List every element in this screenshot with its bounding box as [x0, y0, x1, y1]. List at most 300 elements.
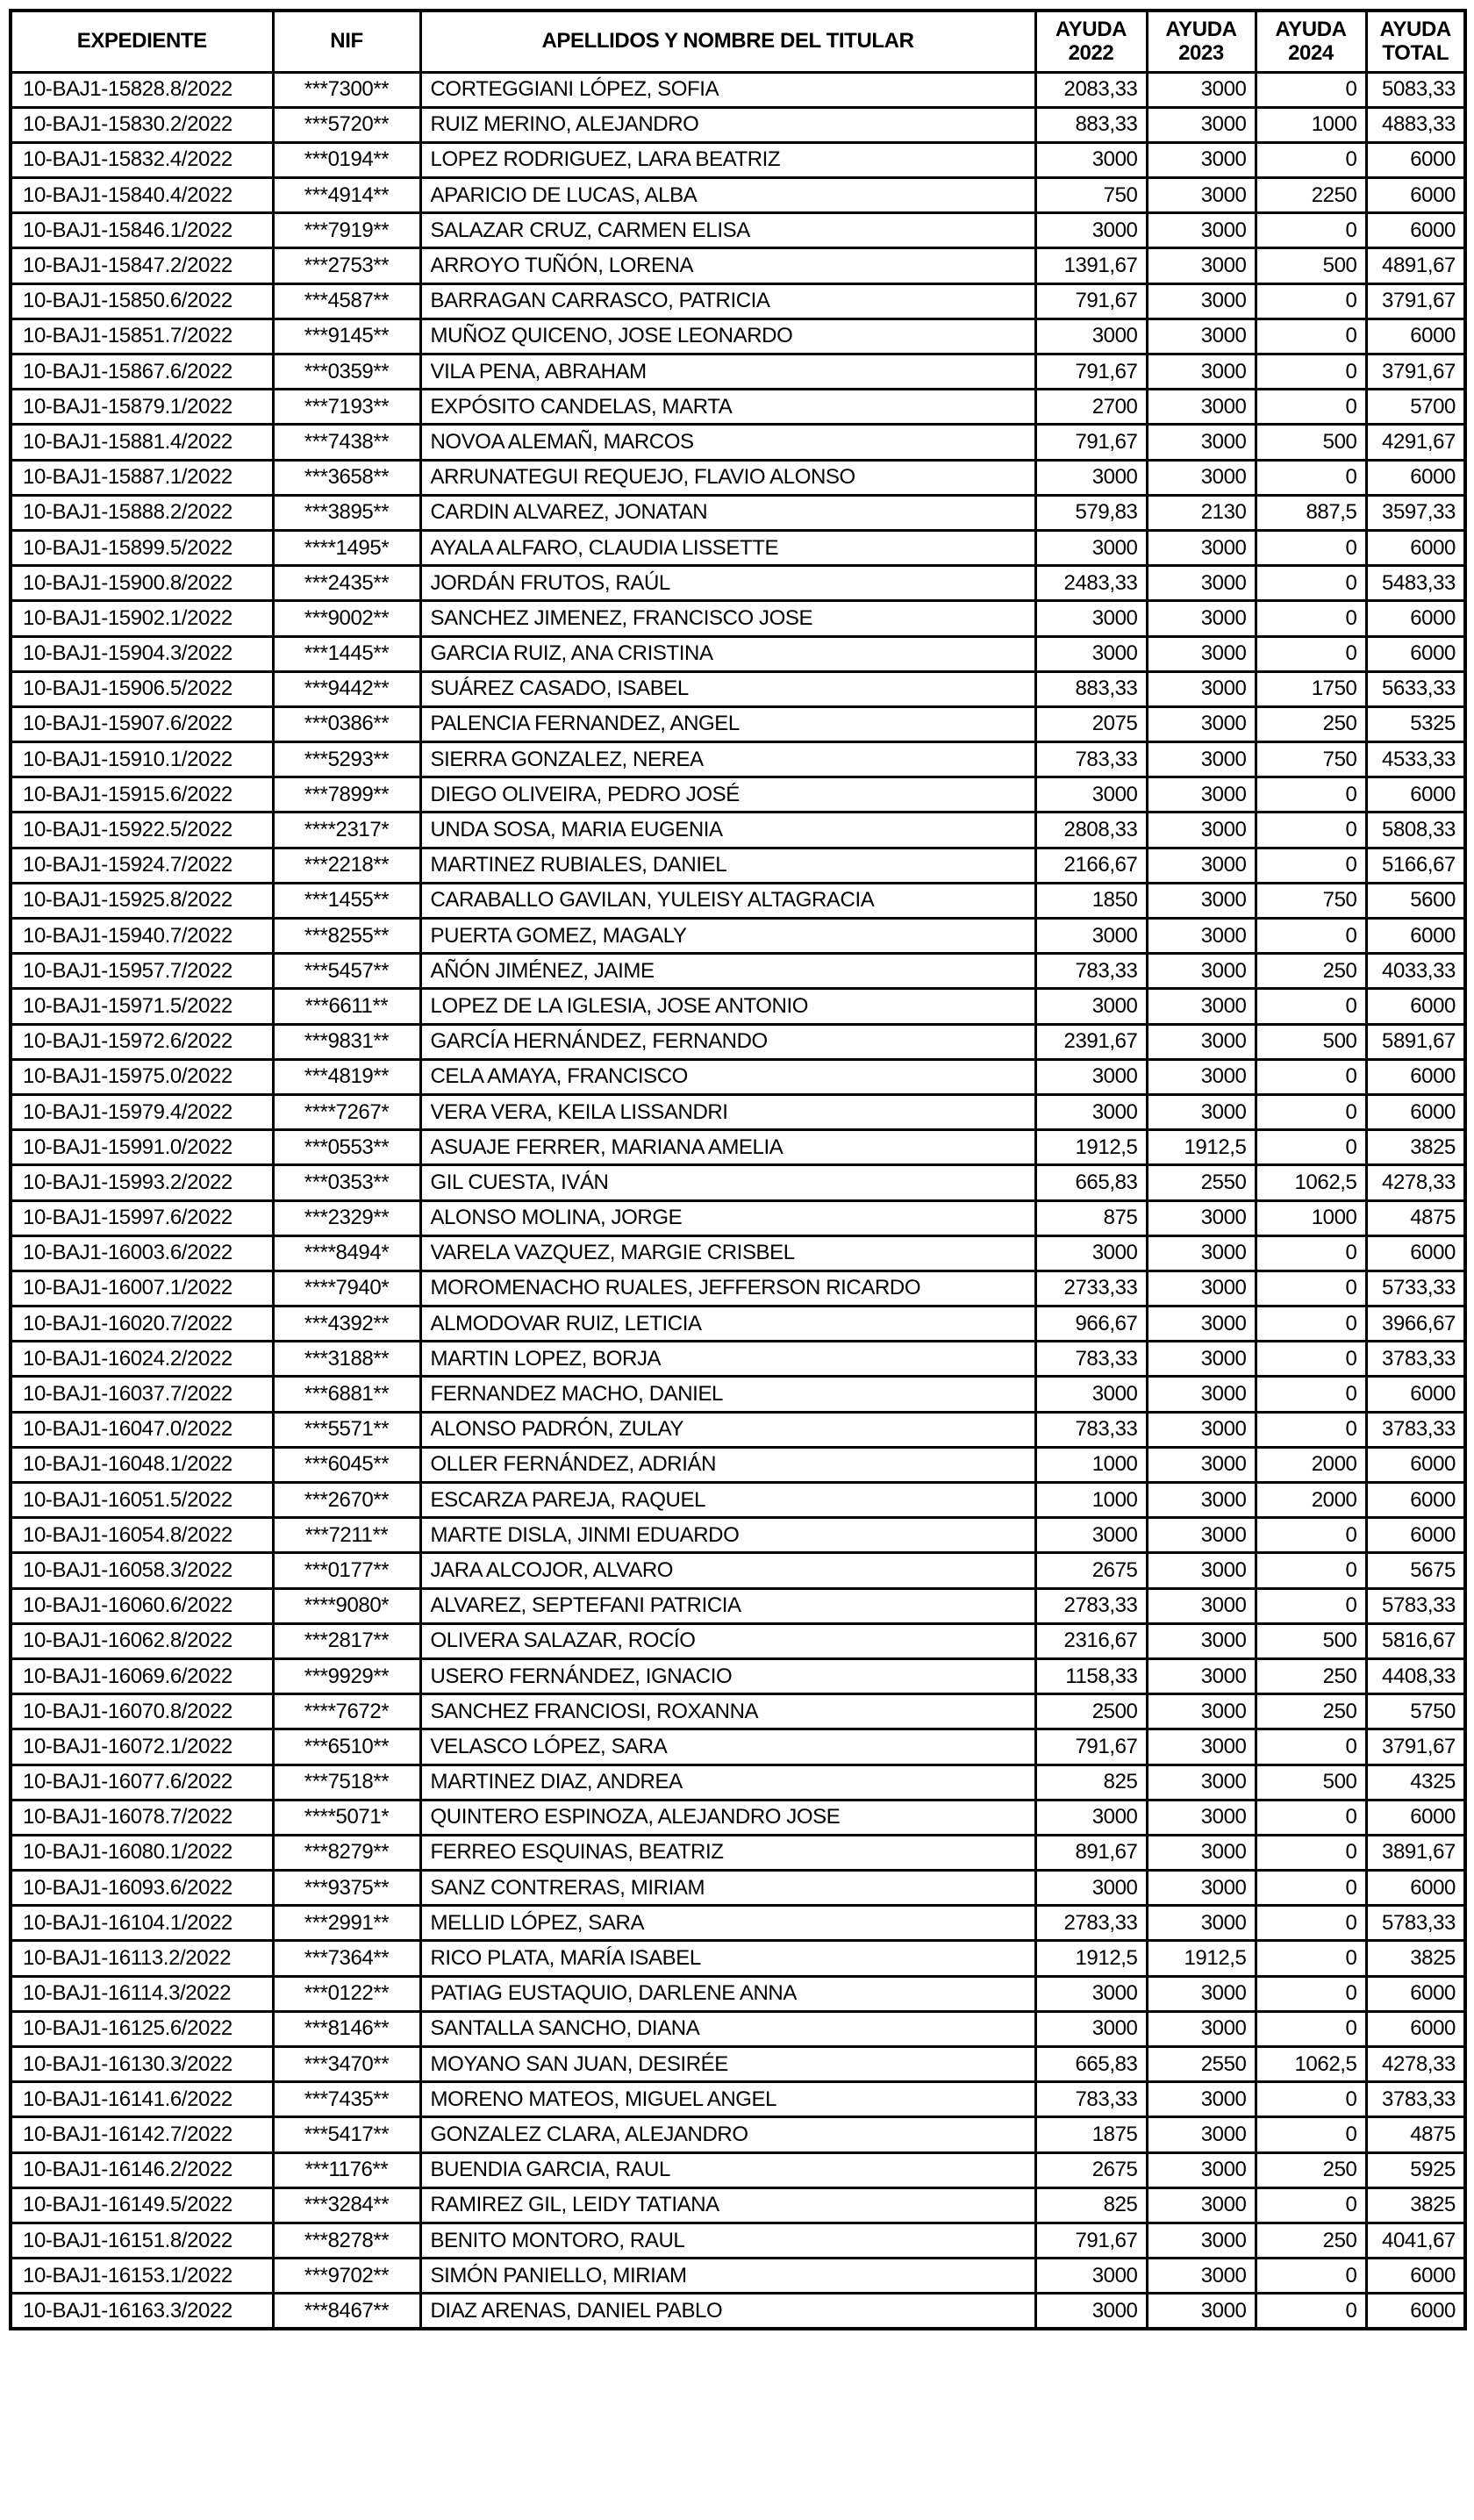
- expediente-cell: 10-BAJ1-15867.6/2022: [11, 354, 273, 390]
- ayuda-total-cell: 6000: [1366, 1976, 1465, 2011]
- expediente-cell: 10-BAJ1-15832.4/2022: [11, 142, 273, 177]
- ayuda-2022-cell: 1158,33: [1035, 1658, 1147, 1693]
- ayuda-2022-cell: 1912,5: [1035, 1941, 1147, 1976]
- ayuda-2022-cell: 791,67: [1035, 425, 1147, 460]
- ayuda-2022-cell: 3000: [1035, 989, 1147, 1024]
- expediente-cell: 10-BAJ1-16125.6/2022: [11, 2011, 273, 2046]
- ayuda-2024-cell: 0: [1256, 2259, 1366, 2294]
- nif-cell: ***0386**: [273, 706, 420, 741]
- ayuda-2022-cell: 2783,33: [1035, 1906, 1147, 1941]
- expediente-cell: 10-BAJ1-16020.7/2022: [11, 1307, 273, 1342]
- ayuda-total-cell: 6000: [1366, 1059, 1465, 1094]
- expediente-cell: 10-BAJ1-15851.7/2022: [11, 319, 273, 354]
- expediente-cell: 10-BAJ1-16070.8/2022: [11, 1694, 273, 1729]
- header-row: [11, 11, 1465, 72]
- ayuda-total-cell: 5483,33: [1366, 566, 1465, 601]
- ayuda-2023-cell: 3000: [1147, 1342, 1256, 1377]
- ayuda-2023-cell: 3000: [1147, 72, 1256, 107]
- ayuda-total-cell: 6000: [1366, 1235, 1465, 1271]
- table-row: [11, 989, 1465, 1024]
- ayuda-2024-cell: 250: [1256, 2152, 1366, 2187]
- titular-name-cell: CELA AMAYA, FRANCISCO: [420, 1059, 1035, 1094]
- table-row: [11, 72, 1465, 107]
- table-row: [11, 2223, 1465, 2258]
- ayuda-total-cell: 3791,67: [1366, 283, 1465, 319]
- table-row: [11, 248, 1465, 283]
- ayuda-total-cell: 4875: [1366, 2117, 1465, 2152]
- ayuda-2024-cell: 250: [1256, 706, 1366, 741]
- titular-name-cell: OLLER FERNÁNDEZ, ADRIÁN: [420, 1447, 1035, 1482]
- ayuda-2024-cell: 2000: [1256, 1483, 1366, 1518]
- ayuda-total-cell: 4883,33: [1366, 107, 1465, 142]
- ayuda-2024-cell: 2000: [1256, 1447, 1366, 1482]
- titular-name-cell: FERNANDEZ MACHO, DANIEL: [420, 1377, 1035, 1412]
- nif-cell: ***7438**: [273, 425, 420, 460]
- titular-name-cell: SANZ CONTRERAS, MIRIAM: [420, 1871, 1035, 1906]
- ayuda-2023-cell: 3000: [1147, 354, 1256, 390]
- ayuda-2023-cell: 1912,5: [1147, 1130, 1256, 1165]
- expediente-cell: 10-BAJ1-15924.7/2022: [11, 848, 273, 883]
- table-row: [11, 142, 1465, 177]
- ayuda-2022-cell: 3000: [1035, 636, 1147, 671]
- expediente-cell: 10-BAJ1-15993.2/2022: [11, 1165, 273, 1200]
- ayuda-total-cell: 5083,33: [1366, 72, 1465, 107]
- nif-cell: ***6881**: [273, 1377, 420, 1412]
- ayuda-2024-cell: 500: [1256, 1623, 1366, 1658]
- ayuda-2024-cell: 0: [1256, 601, 1366, 636]
- ayuda-total-cell: 6000: [1366, 1871, 1465, 1906]
- ayuda-2023-cell: 3000: [1147, 1447, 1256, 1482]
- ayuda-2024-cell: 500: [1256, 1024, 1366, 1059]
- expediente-cell: 10-BAJ1-16048.1/2022: [11, 1447, 273, 1482]
- ayuda-2022-cell: 2783,33: [1035, 1588, 1147, 1623]
- ayuda-total-cell: 6000: [1366, 636, 1465, 671]
- table-row: [11, 2294, 1465, 2329]
- nif-cell: ***2329**: [273, 1200, 420, 1235]
- ayuda-2023-cell: 3000: [1147, 954, 1256, 989]
- table-header: [11, 11, 1465, 72]
- nif-cell: ****8494*: [273, 1235, 420, 1271]
- ayuda-2024-cell: 0: [1256, 1377, 1366, 1412]
- expediente-cell: 10-BAJ1-15902.1/2022: [11, 601, 273, 636]
- ayuda-2024-cell: 1000: [1256, 107, 1366, 142]
- expediente-cell: 10-BAJ1-15979.4/2022: [11, 1094, 273, 1129]
- expediente-cell: 10-BAJ1-15847.2/2022: [11, 248, 273, 283]
- ayuda-2022-cell: 2391,67: [1035, 1024, 1147, 1059]
- table-row: [11, 1976, 1465, 2011]
- expediente-cell: 10-BAJ1-16141.6/2022: [11, 2082, 273, 2117]
- titular-name-cell: UNDA SOSA, MARIA EUGENIA: [420, 813, 1035, 848]
- table-row: [11, 742, 1465, 777]
- ayuda-2023-cell: 3000: [1147, 1412, 1256, 1447]
- ayuda-2022-cell: 1000: [1035, 1447, 1147, 1482]
- ayuda-2024-cell: 0: [1256, 919, 1366, 954]
- ayuda-2023-cell: 3000: [1147, 989, 1256, 1024]
- ayuda-2023-cell: 3000: [1147, 1906, 1256, 1941]
- ayuda-total-cell: 6000: [1366, 1518, 1465, 1553]
- titular-name-cell: FERREO ESQUINAS, BEATRIZ: [420, 1835, 1035, 1870]
- ayuda-2024-cell: 0: [1256, 530, 1366, 565]
- expediente-cell: 10-BAJ1-15910.1/2022: [11, 742, 273, 777]
- ayuda-2022-cell: 966,67: [1035, 1307, 1147, 1342]
- nif-cell: ***8279**: [273, 1835, 420, 1870]
- expediente-cell: 10-BAJ1-16153.1/2022: [11, 2259, 273, 2294]
- ayuda-total-cell: 3597,33: [1366, 495, 1465, 530]
- nif-cell: ***7435**: [273, 2082, 420, 2117]
- expediente-cell: 10-BAJ1-15846.1/2022: [11, 213, 273, 248]
- table-row: [11, 2011, 1465, 2046]
- titular-name-cell: RICO PLATA, MARÍA ISABEL: [420, 1941, 1035, 1976]
- expediente-cell: 10-BAJ1-16072.1/2022: [11, 1729, 273, 1765]
- nif-cell: ****1495*: [273, 530, 420, 565]
- titular-name-cell: VARELA VAZQUEZ, MARGIE CRISBEL: [420, 1235, 1035, 1271]
- table-row: [11, 1658, 1465, 1693]
- expediente-cell: 10-BAJ1-16062.8/2022: [11, 1623, 273, 1658]
- nif-cell: ***7193**: [273, 390, 420, 425]
- titular-name-cell: SANCHEZ FRANCIOSI, ROXANNA: [420, 1694, 1035, 1729]
- ayuda-2024-cell: 0: [1256, 989, 1366, 1024]
- titular-name-cell: GONZALEZ CLARA, ALEJANDRO: [420, 2117, 1035, 2152]
- nif-cell: ***4587**: [273, 283, 420, 319]
- nif-cell: ***7518**: [273, 1765, 420, 1800]
- expediente-cell: 10-BAJ1-15957.7/2022: [11, 954, 273, 989]
- ayuda-2023-cell: 3000: [1147, 636, 1256, 671]
- table-row: [11, 1483, 1465, 1518]
- ayuda-2023-cell: 3000: [1147, 2117, 1256, 2152]
- ayuda-2024-cell: 887,5: [1256, 495, 1366, 530]
- ayuda-2022-cell: 791,67: [1035, 283, 1147, 319]
- ayuda-2022-cell: 1850: [1035, 883, 1147, 918]
- ayuda-total-cell: 6000: [1366, 319, 1465, 354]
- ayuda-2024-cell: 500: [1256, 1765, 1366, 1800]
- ayuda-2022-cell: 2675: [1035, 1553, 1147, 1588]
- table-row: [11, 425, 1465, 460]
- ayuda-2022-cell: 875: [1035, 1200, 1147, 1235]
- ayuda-total-cell: 6000: [1366, 1800, 1465, 1835]
- nif-cell: ***0553**: [273, 1130, 420, 1165]
- ayuda-2023-cell: 3000: [1147, 319, 1256, 354]
- expediente-cell: 10-BAJ1-16003.6/2022: [11, 1235, 273, 1271]
- titular-name-cell: PUERTA GOMEZ, MAGALY: [420, 919, 1035, 954]
- ayuda-2023-cell: 3000: [1147, 107, 1256, 142]
- ayuda-2023-cell: 3000: [1147, 1271, 1256, 1306]
- titular-name-cell: EXPÓSITO CANDELAS, MARTA: [420, 390, 1035, 425]
- ayuda-2023-cell: 3000: [1147, 1623, 1256, 1658]
- ayuda-2023-cell: 3000: [1147, 1200, 1256, 1235]
- ayuda-2023-cell: 3000: [1147, 1553, 1256, 1588]
- ayuda-2023-cell: 3000: [1147, 425, 1256, 460]
- table-row: [11, 1165, 1465, 1200]
- expediente-cell: 10-BAJ1-16163.3/2022: [11, 2294, 273, 2329]
- table-row: [11, 1342, 1465, 1377]
- table-row: [11, 2082, 1465, 2117]
- ayuda-2024-cell: 0: [1256, 1906, 1366, 1941]
- header-titular: APELLIDOS Y NOMBRE DEL TITULAR: [420, 11, 1035, 72]
- table-row: [11, 1377, 1465, 1412]
- titular-name-cell: CARABALLO GAVILAN, YULEISY ALTAGRACIA: [420, 883, 1035, 918]
- ayuda-total-cell: 6000: [1366, 2011, 1465, 2046]
- table-row: [11, 706, 1465, 741]
- expediente-cell: 10-BAJ1-15907.6/2022: [11, 706, 273, 741]
- ayuda-2024-cell: 0: [1256, 1059, 1366, 1094]
- expediente-cell: 10-BAJ1-15888.2/2022: [11, 495, 273, 530]
- ayuda-2023-cell: 3000: [1147, 1588, 1256, 1623]
- ayuda-2024-cell: 0: [1256, 2011, 1366, 2046]
- ayuda-2023-cell: 3000: [1147, 2187, 1256, 2223]
- titular-name-cell: ARRUNATEGUI REQUEJO, FLAVIO ALONSO: [420, 460, 1035, 495]
- ayuda-2023-cell: 3000: [1147, 777, 1256, 813]
- ayuda-total-cell: 6000: [1366, 2259, 1465, 2294]
- titular-name-cell: ALMODOVAR RUIZ, LETICIA: [420, 1307, 1035, 1342]
- table-row: [11, 1447, 1465, 1482]
- nif-cell: ***5457**: [273, 954, 420, 989]
- ayuda-2022-cell: 3000: [1035, 460, 1147, 495]
- ayuda-2022-cell: 3000: [1035, 2011, 1147, 2046]
- ayuda-2023-cell: 3000: [1147, 530, 1256, 565]
- titular-name-cell: AÑÓN JIMÉNEZ, JAIME: [420, 954, 1035, 989]
- ayuda-2023-cell: 3000: [1147, 1094, 1256, 1129]
- nif-cell: ***1176**: [273, 2152, 420, 2187]
- expediente-cell: 10-BAJ1-16069.6/2022: [11, 1658, 273, 1693]
- ayuda-2022-cell: 2166,67: [1035, 848, 1147, 883]
- expediente-cell: 10-BAJ1-16024.2/2022: [11, 1342, 273, 1377]
- ayuda-2022-cell: 3000: [1035, 213, 1147, 248]
- nif-cell: ***0359**: [273, 354, 420, 390]
- ayuda-2024-cell: 0: [1256, 213, 1366, 248]
- expediente-cell: 10-BAJ1-15915.6/2022: [11, 777, 273, 813]
- ayuda-2023-cell: 3000: [1147, 460, 1256, 495]
- nif-cell: ***2218**: [273, 848, 420, 883]
- ayuda-2023-cell: 3000: [1147, 2082, 1256, 2117]
- ayuda-2023-cell: 3000: [1147, 1377, 1256, 1412]
- table-row: [11, 2259, 1465, 2294]
- titular-name-cell: PATIAG EUSTAQUIO, DARLENE ANNA: [420, 1976, 1035, 2011]
- ayuda-2022-cell: 783,33: [1035, 1342, 1147, 1377]
- titular-name-cell: ALONSO PADRÓN, ZULAY: [420, 1412, 1035, 1447]
- ayuda-total-cell: 6000: [1366, 919, 1465, 954]
- expediente-cell: 10-BAJ1-16037.7/2022: [11, 1377, 273, 1412]
- ayuda-2024-cell: 1062,5: [1256, 1165, 1366, 1200]
- nif-cell: ***6611**: [273, 989, 420, 1024]
- table-row: [11, 1871, 1465, 1906]
- titular-name-cell: SANCHEZ JIMENEZ, FRANCISCO JOSE: [420, 601, 1035, 636]
- nif-cell: ***2435**: [273, 566, 420, 601]
- titular-name-cell: NOVOA ALEMAÑ, MARCOS: [420, 425, 1035, 460]
- ayuda-2024-cell: 0: [1256, 319, 1366, 354]
- table-row: [11, 107, 1465, 142]
- table-body: [11, 72, 1465, 2329]
- expediente-cell: 10-BAJ1-15991.0/2022: [11, 1130, 273, 1165]
- nif-cell: ***8467**: [273, 2294, 420, 2329]
- table-row: [11, 1729, 1465, 1765]
- expediente-cell: 10-BAJ1-15828.8/2022: [11, 72, 273, 107]
- nif-cell: ***4819**: [273, 1059, 420, 1094]
- header-ayuda-2024: AYUDA 2024: [1256, 11, 1366, 72]
- table-row: [11, 1553, 1465, 1588]
- nif-cell: ***9702**: [273, 2259, 420, 2294]
- ayuda-total-cell: 5816,67: [1366, 1623, 1465, 1658]
- titular-name-cell: APARICIO DE LUCAS, ALBA: [420, 178, 1035, 213]
- ayuda-2024-cell: 0: [1256, 1235, 1366, 1271]
- header-ayuda-total: AYUDA TOTAL: [1366, 11, 1465, 72]
- ayuda-2022-cell: 3000: [1035, 142, 1147, 177]
- nif-cell: ***2817**: [273, 1623, 420, 1658]
- ayuda-total-cell: 6000: [1366, 142, 1465, 177]
- ayuda-total-cell: 5633,33: [1366, 671, 1465, 706]
- ayuda-2024-cell: 0: [1256, 1588, 1366, 1623]
- ayuda-2022-cell: 1391,67: [1035, 248, 1147, 283]
- expediente-cell: 10-BAJ1-16051.5/2022: [11, 1483, 273, 1518]
- ayuda-2022-cell: 2700: [1035, 390, 1147, 425]
- ayuda-2023-cell: 3000: [1147, 1729, 1256, 1765]
- ayuda-2022-cell: 783,33: [1035, 954, 1147, 989]
- ayuda-2022-cell: 1912,5: [1035, 1130, 1147, 1165]
- nif-cell: ***9831**: [273, 1024, 420, 1059]
- ayuda-2024-cell: 250: [1256, 954, 1366, 989]
- ayuda-2023-cell: 3000: [1147, 1976, 1256, 2011]
- table-row: [11, 319, 1465, 354]
- table-row: [11, 178, 1465, 213]
- ayuda-2023-cell: 3000: [1147, 1871, 1256, 1906]
- expediente-cell: 10-BAJ1-15940.7/2022: [11, 919, 273, 954]
- ayuda-total-cell: 4891,67: [1366, 248, 1465, 283]
- nif-cell: ***9375**: [273, 1871, 420, 1906]
- ayuda-2024-cell: 500: [1256, 248, 1366, 283]
- nif-cell: ***7364**: [273, 1941, 420, 1976]
- table-row: [11, 954, 1465, 989]
- nif-cell: ***1445**: [273, 636, 420, 671]
- table-row: [11, 813, 1465, 848]
- expediente-cell: 10-BAJ1-15850.6/2022: [11, 283, 273, 319]
- nif-cell: ***5417**: [273, 2117, 420, 2152]
- titular-name-cell: GARCÍA HERNÁNDEZ, FERNANDO: [420, 1024, 1035, 1059]
- ayuda-2023-cell: 3000: [1147, 2152, 1256, 2187]
- ayuda-2022-cell: 825: [1035, 2187, 1147, 2223]
- ayuda-2024-cell: 250: [1256, 1658, 1366, 1693]
- ayuda-2023-cell: 3000: [1147, 2294, 1256, 2329]
- nif-cell: ***7300**: [273, 72, 420, 107]
- titular-name-cell: USERO FERNÁNDEZ, IGNACIO: [420, 1658, 1035, 1693]
- ayuda-2022-cell: 825: [1035, 1765, 1147, 1800]
- expediente-cell: 10-BAJ1-15879.1/2022: [11, 390, 273, 425]
- titular-name-cell: MELLID LÓPEZ, SARA: [420, 1906, 1035, 1941]
- expediente-cell: 10-BAJ1-16093.6/2022: [11, 1871, 273, 1906]
- ayuda-total-cell: 4408,33: [1366, 1658, 1465, 1693]
- ayuda-2022-cell: 1000: [1035, 1483, 1147, 1518]
- table-row: [11, 566, 1465, 601]
- ayuda-2022-cell: 3000: [1035, 1377, 1147, 1412]
- expediente-cell: 10-BAJ1-16078.7/2022: [11, 1800, 273, 1835]
- ayuda-2024-cell: 0: [1256, 1412, 1366, 1447]
- titular-name-cell: ASUAJE FERRER, MARIANA AMELIA: [420, 1130, 1035, 1165]
- ayuda-2022-cell: 3000: [1035, 1800, 1147, 1835]
- ayuda-2022-cell: 2483,33: [1035, 566, 1147, 601]
- ayuda-2023-cell: 3000: [1147, 848, 1256, 883]
- header-expediente: EXPEDIENTE: [11, 11, 273, 72]
- ayuda-2022-cell: 579,83: [1035, 495, 1147, 530]
- ayuda-2023-cell: 3000: [1147, 213, 1256, 248]
- ayuda-total-cell: 3783,33: [1366, 1342, 1465, 1377]
- titular-name-cell: SIERRA GONZALEZ, NEREA: [420, 742, 1035, 777]
- table-row: [11, 848, 1465, 883]
- nif-cell: ***6510**: [273, 1729, 420, 1765]
- nif-cell: ***5720**: [273, 107, 420, 142]
- titular-name-cell: MUÑOZ QUICENO, JOSE LEONARDO: [420, 319, 1035, 354]
- table-row: [11, 1518, 1465, 1553]
- titular-name-cell: ARROYO TUÑÓN, LORENA: [420, 248, 1035, 283]
- ayuda-2024-cell: 0: [1256, 1307, 1366, 1342]
- table-row: [11, 777, 1465, 813]
- ayuda-2024-cell: 1000: [1256, 1200, 1366, 1235]
- ayuda-2023-cell: 1912,5: [1147, 1941, 1256, 1976]
- nif-cell: ***8255**: [273, 919, 420, 954]
- ayuda-2024-cell: 0: [1256, 2294, 1366, 2329]
- ayuda-total-cell: 3891,67: [1366, 1835, 1465, 1870]
- nif-cell: ***9929**: [273, 1658, 420, 1693]
- expediente-cell: 10-BAJ1-15906.5/2022: [11, 671, 273, 706]
- expediente-cell: 10-BAJ1-15972.6/2022: [11, 1024, 273, 1059]
- ayuda-total-cell: 5891,67: [1366, 1024, 1465, 1059]
- ayuda-total-cell: 6000: [1366, 2294, 1465, 2329]
- expediente-cell: 10-BAJ1-16130.3/2022: [11, 2047, 273, 2082]
- expediente-cell: 10-BAJ1-16058.3/2022: [11, 1553, 273, 1588]
- titular-name-cell: SUÁREZ CASADO, ISABEL: [420, 671, 1035, 706]
- ayuda-total-cell: 4875: [1366, 1200, 1465, 1235]
- titular-name-cell: VERA VERA, KEILA LISSANDRI: [420, 1094, 1035, 1129]
- ayuda-2023-cell: 3000: [1147, 1800, 1256, 1835]
- table-row: [11, 1623, 1465, 1658]
- ayuda-2023-cell: 3000: [1147, 2259, 1256, 2294]
- ayuda-total-cell: 5750: [1366, 1694, 1465, 1729]
- ayuda-2023-cell: 3000: [1147, 2223, 1256, 2258]
- titular-name-cell: MOROMENACHO RUALES, JEFFERSON RICARDO: [420, 1271, 1035, 1306]
- ayuda-total-cell: 3825: [1366, 2187, 1465, 2223]
- ayuda-2022-cell: 3000: [1035, 1094, 1147, 1129]
- ayuda-2022-cell: 791,67: [1035, 1729, 1147, 1765]
- nif-cell: ***0194**: [273, 142, 420, 177]
- ayuda-2024-cell: 0: [1256, 777, 1366, 813]
- table-row: [11, 1800, 1465, 1835]
- ayuda-2022-cell: 3000: [1035, 1518, 1147, 1553]
- expediente-cell: 10-BAJ1-16060.6/2022: [11, 1588, 273, 1623]
- titular-name-cell: BENITO MONTORO, RAUL: [420, 2223, 1035, 2258]
- nif-cell: ***3188**: [273, 1342, 420, 1377]
- nif-cell: ***3284**: [273, 2187, 420, 2223]
- ayuda-2023-cell: 3000: [1147, 248, 1256, 283]
- titular-name-cell: RAMIREZ GIL, LEIDY TATIANA: [420, 2187, 1035, 2223]
- ayuda-total-cell: 5700: [1366, 390, 1465, 425]
- ayuda-2024-cell: 0: [1256, 1094, 1366, 1129]
- expediente-cell: 10-BAJ1-15840.4/2022: [11, 178, 273, 213]
- ayuda-total-cell: 5600: [1366, 883, 1465, 918]
- table-row: [11, 1412, 1465, 1447]
- table-row: [11, 636, 1465, 671]
- titular-name-cell: ESCARZA PAREJA, RAQUEL: [420, 1483, 1035, 1518]
- ayuda-total-cell: 6000: [1366, 601, 1465, 636]
- ayuda-total-cell: 3966,67: [1366, 1307, 1465, 1342]
- table-row: [11, 460, 1465, 495]
- table-row: [11, 1588, 1465, 1623]
- expediente-cell: 10-BAJ1-16054.8/2022: [11, 1518, 273, 1553]
- ayuda-2024-cell: 0: [1256, 1553, 1366, 1588]
- nif-cell: ***4392**: [273, 1307, 420, 1342]
- nif-cell: ***2991**: [273, 1906, 420, 1941]
- ayuda-total-cell: 4041,67: [1366, 2223, 1465, 2258]
- table-row: [11, 1200, 1465, 1235]
- ayuda-2024-cell: 0: [1256, 72, 1366, 107]
- table-row: [11, 919, 1465, 954]
- ayuda-2024-cell: 0: [1256, 354, 1366, 390]
